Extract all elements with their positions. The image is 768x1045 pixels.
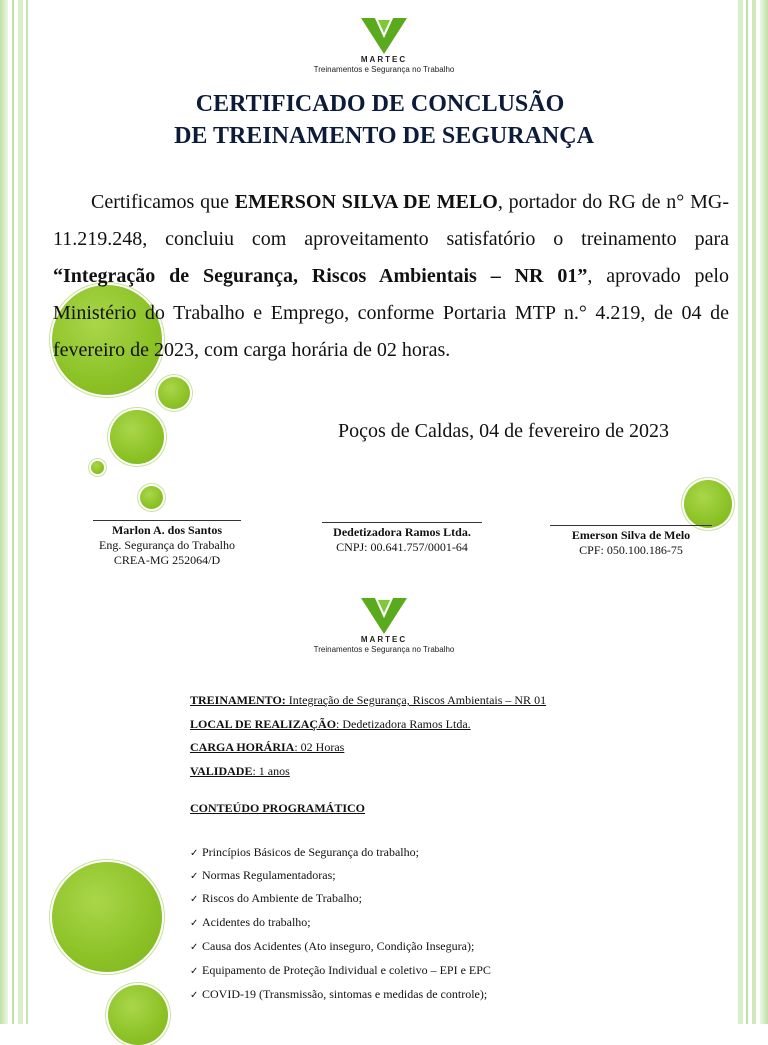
list-item bbox=[190, 963, 491, 978]
detail-value: : 1 anos bbox=[252, 764, 290, 778]
detail-label: CARGA HORÁRIA bbox=[190, 740, 295, 754]
signer-name: Emerson Silva de Melo bbox=[571, 528, 691, 542]
list-item bbox=[190, 939, 474, 954]
topic-text: Normas Regulamentadoras; bbox=[202, 868, 336, 882]
right-border-stripe bbox=[738, 0, 743, 1024]
check-icon: ✓ bbox=[190, 871, 199, 882]
title-line-1: CERTIFICADO DE CONCLUSÃO bbox=[195, 91, 565, 117]
company-logo bbox=[294, 598, 474, 654]
detail-validade bbox=[190, 764, 290, 779]
decorative-circle bbox=[684, 480, 732, 528]
check-icon: ✓ bbox=[190, 942, 199, 953]
check-icon: ✓ bbox=[190, 918, 199, 929]
certificate-title bbox=[0, 88, 768, 152]
check-icon: ✓ bbox=[190, 848, 199, 859]
decorative-circle bbox=[158, 377, 190, 409]
signature-block bbox=[322, 522, 482, 555]
topic-text: Causa dos Acidentes (Ato inseguro, Condição Insegura); bbox=[202, 939, 475, 953]
logo-brand: MARTEC bbox=[360, 635, 408, 644]
right-border-stripe bbox=[760, 0, 768, 1024]
title-line-2: DE TREINAMENTO DE SEGURANÇA bbox=[174, 123, 594, 149]
martec-logo-icon bbox=[361, 18, 407, 54]
signer-name: Marlon A. dos Santos bbox=[111, 523, 223, 537]
body-rest: , aprovado pelo Ministério do Trabalho e Emprego, conforme Portaria MTP n.° 4.219, de 04 de fevereiro de 2023, com carga horária de 02 horas. bbox=[53, 265, 729, 361]
topic-text: Princípios Básicos de Segurança do trabalho; bbox=[202, 845, 419, 859]
detail-label: CONTEÚDO PROGRAMÁTICO bbox=[190, 801, 366, 815]
certificate-body bbox=[53, 184, 729, 369]
person-name: EMERSON SILVA DE MELO bbox=[234, 191, 498, 213]
check-icon: ✓ bbox=[190, 894, 199, 905]
list-item bbox=[190, 987, 487, 1002]
detail-value: : Dedetizadora Ramos Ltda. bbox=[336, 717, 471, 731]
right-border-stripe bbox=[746, 0, 748, 1024]
logo-brand: MARTEC bbox=[360, 55, 408, 64]
topic-text: Equipamento de Proteção Individual e coletivo – EPI e EPC bbox=[202, 963, 491, 977]
signer-id: CPF: 050.100.186-75 bbox=[579, 543, 683, 557]
topic-text: Acidentes do trabalho; bbox=[202, 915, 311, 929]
training-name: “Integração de Segurança, Riscos Ambientais – NR 01” bbox=[53, 265, 588, 287]
list-item bbox=[190, 868, 336, 883]
signature-line bbox=[93, 520, 241, 521]
topic-text: COVID-19 (Transmissão, sintomas e medidas de controle); bbox=[202, 987, 488, 1001]
check-icon: ✓ bbox=[190, 966, 199, 977]
logo-tagline: Treinamentos e Segurança no Trabalho bbox=[313, 65, 455, 74]
signature-line bbox=[322, 522, 482, 523]
detail-value: Integração de Segurança, Riscos Ambientais – NR 01 bbox=[285, 693, 547, 707]
body-intro: Certificamos que bbox=[91, 191, 235, 213]
detail-label: VALIDADE bbox=[190, 764, 253, 778]
left-border-stripe bbox=[0, 0, 8, 1024]
right-border-stripe bbox=[752, 0, 756, 1024]
list-item bbox=[190, 891, 362, 906]
detail-conteudo-heading bbox=[190, 801, 365, 816]
decorative-circle bbox=[140, 486, 163, 509]
detail-carga bbox=[190, 740, 344, 755]
signer-registration: CREA-MG 252064/D bbox=[113, 553, 221, 567]
signature-block bbox=[93, 520, 241, 568]
decorative-circle bbox=[91, 461, 104, 474]
company-logo bbox=[294, 18, 474, 74]
detail-value: : 02 Horas bbox=[294, 740, 345, 754]
signer-id: CNPJ: 00.641.757/0001-64 bbox=[336, 540, 468, 554]
left-border-stripe bbox=[26, 0, 28, 1024]
detail-label: LOCAL DE REALIZAÇÃO bbox=[190, 717, 337, 731]
body-rg: , portador do RG de n° MG-11.219.248, concluiu com aproveitamento satisfatório o treinamento para bbox=[53, 191, 729, 250]
signer-name: Dedetizadora Ramos Ltda. bbox=[333, 525, 471, 539]
signature-block bbox=[550, 525, 712, 558]
list-item bbox=[190, 845, 419, 860]
decorative-circle bbox=[110, 410, 164, 464]
martec-logo-icon bbox=[361, 598, 407, 634]
place-date: Poços de Caldas, 04 de fevereiro de 2023 bbox=[338, 420, 670, 442]
topic-text: Riscos do Ambiente de Trabalho; bbox=[202, 891, 362, 905]
detail-label: TREINAMENTO: bbox=[190, 693, 286, 707]
left-border-stripe bbox=[12, 0, 14, 1024]
logo-tagline: Treinamentos e Segurança no Trabalho bbox=[313, 645, 455, 654]
left-border-stripe bbox=[18, 0, 23, 1024]
decorative-circle bbox=[108, 985, 168, 1045]
detail-treinamento bbox=[190, 693, 546, 708]
signer-role: Eng. Segurança do Trabalho bbox=[99, 538, 235, 552]
check-icon: ✓ bbox=[190, 990, 199, 1001]
detail-local bbox=[190, 717, 471, 732]
list-item bbox=[190, 915, 311, 930]
decorative-circle bbox=[52, 862, 162, 972]
signature-line bbox=[550, 525, 712, 526]
